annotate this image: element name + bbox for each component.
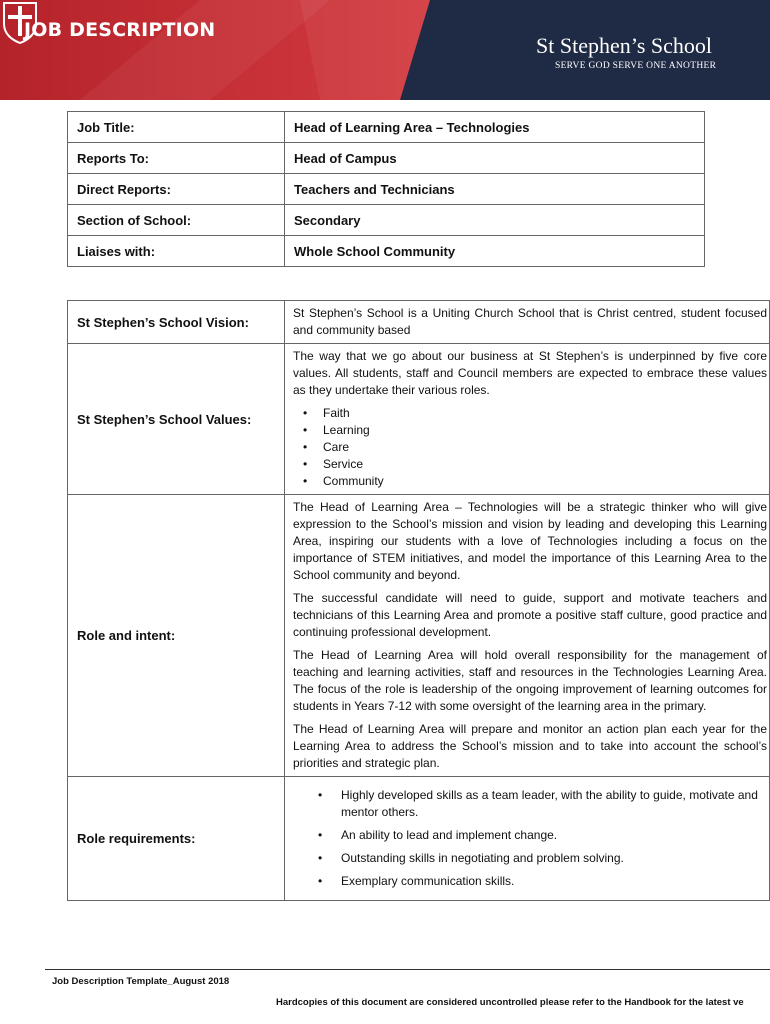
role-intent-label: Role and intent: [68,495,285,777]
footer-divider [45,969,770,970]
direct-reports-label: Direct Reports: [68,174,285,205]
role-requirements-cell [285,777,770,901]
document-title: JOB DESCRIPTION [24,19,216,41]
direct-reports-value: Teachers and Technicians [285,174,705,205]
role-intent-paragraph: The Head of Learning Area will hold overall responsibility for the management of teaching and learning activities, staff and resources in the Technologies Learning Area. The focus of the role is leadership of the ongoing improvement of learning outcomes for students in Years 7-12 with some oversight of the learning area in the primary. [293,648,767,713]
list-item: • Faith [303,405,767,422]
page-header [0,0,770,100]
job-title-value: Head of Learning Area – Technologies [285,112,705,143]
section-value: Secondary [285,205,705,236]
list-item: • Exemplary communication skills. [318,873,767,890]
job-info-table [67,111,705,267]
role-requirements-row [68,777,770,901]
role-intent-paragraph: The Head of Learning Area – Technologies will be a strategic thinker who will give expression to the School’s mission and vision by leading and developing this Learning Area, inspiring our students with a love of Technologies including a focus on the importance of STEM initiatives, and model the importance of this Learning Area to the School community and beyond. [293,500,767,582]
list-item: • Outstanding skills in negotiating and problem solving. [318,850,767,867]
footer-template-label: Job Description Template_August 2018 [52,976,230,987]
role-description-table [67,300,770,901]
table-row [68,112,705,143]
liaises-label: Liaises with: [68,236,285,267]
role-requirements-label: Role requirements: [68,777,285,901]
role-intent-row [68,495,770,777]
list-item: • Community [303,473,767,490]
list-item: • An ability to lead and implement change. [318,827,767,844]
values-list [293,405,767,490]
role-intent-paragraph: The Head of Learning Area will prepare and monitor an action plan each year for the Learning Area to address the School’s mission and to take into account the school’s priorities and strategic plan. [293,722,767,770]
footer-notice: Hardcopies of this document are considered uncontrolled please refer to the Handbook for the latest ve [276,997,744,1008]
list-item: • Care [303,439,767,456]
table-row [68,205,705,236]
role-intent-paragraph: The successful candidate will need to guide, support and motivate teachers and technicians of this Learning Area and promote a positive staff culture, good practice and continuing professional development. [293,591,767,639]
reports-to-value: Head of Campus [285,143,705,174]
school-motto: SERVE GOD SERVE ONE ANOTHER [555,61,717,71]
list-item: • Service [303,456,767,473]
table-row [68,174,705,205]
list-item: • Learning [303,422,767,439]
values-row [68,344,770,495]
requirements-list [293,787,767,890]
vision-label: St Stephen’s School Vision: [68,301,285,344]
role-intent-cell [285,495,770,777]
table-row [68,236,705,267]
liaises-value: Whole School Community [285,236,705,267]
school-name: St Stephen’s School [536,33,713,58]
job-title-label: Job Title: [68,112,285,143]
section-label: Section of School: [68,205,285,236]
reports-to-label: Reports To: [68,143,285,174]
values-cell [285,344,770,495]
vision-text: St Stephen’s School is a Uniting Church School that is Christ centred, student focused and community based [285,301,770,344]
vision-row [68,301,770,344]
values-label: St Stephen’s School Values: [68,344,285,495]
table-row [68,143,705,174]
school-crest-icon [0,0,40,44]
values-intro: The way that we go about our business at St Stephen’s is underpinned by five core values. All students, staff and Council members are expected to embrace these values as they undertake their various roles. [293,349,767,397]
list-item: • Highly developed skills as a team leader, with the ability to guide, motivate and mentor others. [318,787,767,821]
